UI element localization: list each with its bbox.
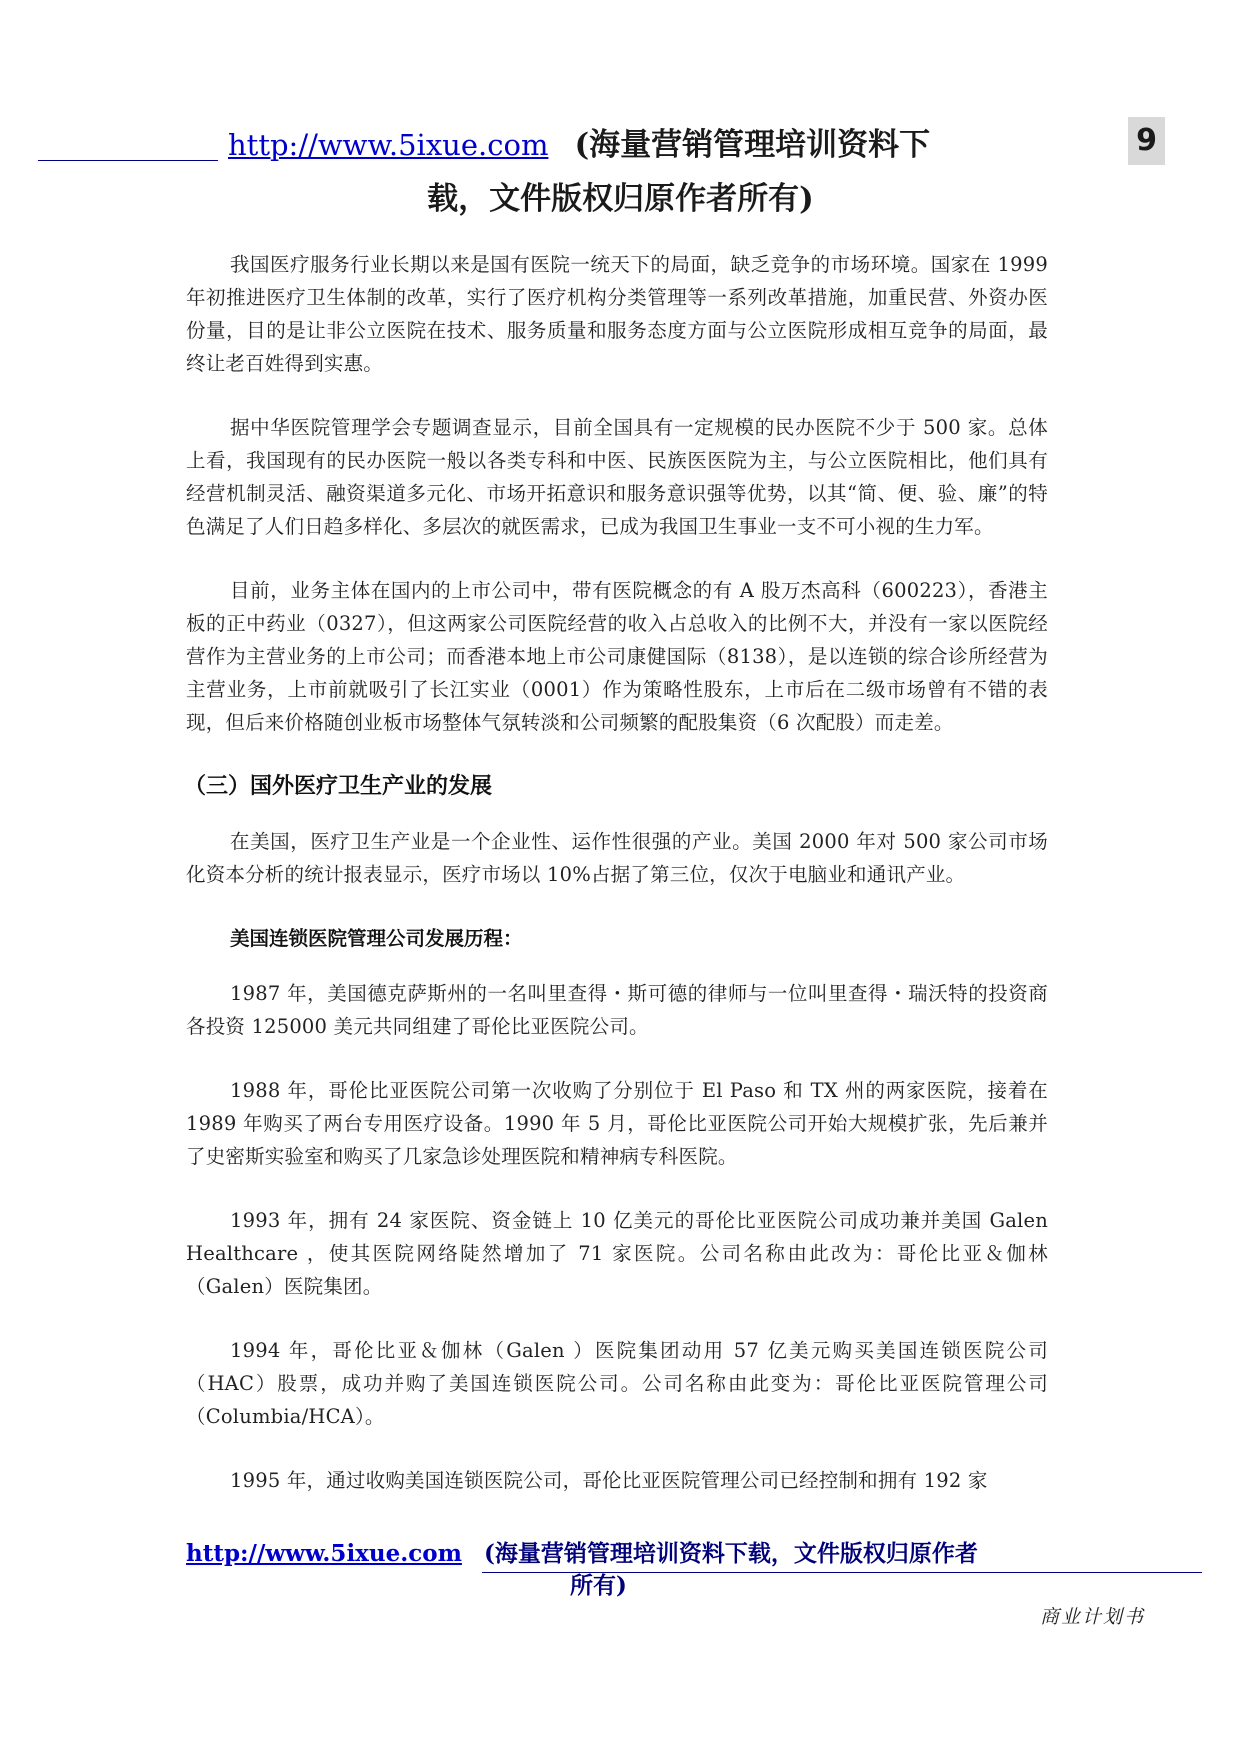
paragraph-5: 1987 年，美国德克萨斯州的一名叫里查得・斯可德的律师与一位叫里查得・瑞沃特的投资商各投资 125000 美元共同组建了哥伦比亚医院公司。 [186, 982, 1048, 1038]
paragraph-9: 1995 年，通过收购美国连锁医院公司，哥伦比亚医院管理公司已经控制和拥有 192 家 [230, 1469, 988, 1492]
paragraph-1: 我国医疗服务行业长期以来是国有医院一统天下的局面，缺乏竞争的市场环境。国家在 1999 年初推进医疗卫生体制的改革，实行了医疗机构分类管理等一系列改革措施，加重民营、外资办医份量，目的是让非公立医院在技术、服务质量和服务态度方面与公立医院形成相互竞争的局面，最终让老百姓得到实惠。 [186, 253, 1048, 375]
section-heading: （三）国外医疗卫生产业的发展 [184, 773, 493, 799]
footer-note-line2: 所有) [570, 1572, 627, 1599]
header-url-link[interactable]: http://www.5ixue.com [228, 128, 549, 162]
header-note-part1: (海量营销管理培训资料下 [574, 127, 931, 163]
document-body [186, 248, 1048, 1528]
paragraph-2: 据中华医院管理学会专题调查显示，目前全国具有一定规模的民办医院不少于 500 家。总体上看，我国现有的民办医院一般以各类专科和中医、民族医医院为主，与公立医院相比，他们具有经营机制灵活、融资渠道多元化、市场开拓意识和服务意识强等优势，以其“简、便、验、廉”的特色满足了人们日趋多样化、多层次的就医需求，已成为我国卫生事业一支不可小视的生力军。 [186, 416, 1048, 538]
header-note-part2: 载，文件版权归原作者所有) [427, 181, 814, 217]
paragraph-3: 目前，业务主体在国内的上市公司中，带有医院概念的有 A 股万杰高科（600223），香港主板的正中药业（0327），但这两家公司医院经营的收入占总收入的比例不大，并没有一家以医院经营作为主营业务的上市公司；而香港本地上市公司康健国际（8138），是以连锁的综合诊所经营为主营业务，上市前就吸引了长江实业（0001）作为策略性股东，上市后在二级市场曾有不错的表现，但后来价格随创业板市场整体气氛转淡和公司频繁的配股集资（6 次配股）而走差。 [186, 579, 1048, 734]
paragraph-7: 1993 年，拥有 24 家医院、资金链上 10 亿美元的哥伦比亚医院公司成功兼并美国 Galen Healthcare ，使其医院网络陡然增加了 71 家医院。公司名称由此改为：哥伦比亚＆伽林（Galen）医院集团。 [186, 1209, 1048, 1298]
header-rule [38, 160, 218, 161]
footer-url-link[interactable]: http://www.5ixue.com [186, 1540, 462, 1567]
footer-caption: 商业计划书 [1040, 1606, 1146, 1628]
header-line1 [228, 124, 1028, 166]
paragraph-8: 1994 年，哥伦比亚＆伽林（Galen ）医院集团动用 57 亿美元购买美国连锁医院公司（HAC）股票，成功并购了美国连锁医院公司。公司名称由此变为：哥伦比亚医院管理公司（Columbia/HCA）。 [186, 1339, 1048, 1428]
paragraph-4: 在美国，医疗卫生产业是一个企业性、运作性很强的产业。美国 2000 年对 500 家公司市场化资本分析的统计报表显示，医疗市场以 10%占据了第三位，仅次于电脑业和通讯产业。 [186, 830, 1048, 886]
footer-line1 [186, 1538, 1086, 1570]
paragraph-6: 1988 年，哥伦比亚医院公司第一次收购了分别位于 El Paso 和 TX 州的两家医院，接着在 1989 年购买了两台专用医疗设备。1990 年 5 月，哥伦比亚医院公司开始大规模扩张，先后兼并了史密斯实验室和购买了几家急诊处理医院和精神病专科医院。 [186, 1079, 1048, 1168]
footer-note-line1: (海量营销管理培训资料下载，文件版权归原作者 [483, 1540, 978, 1567]
sub-heading: 美国连锁医院管理公司发展历程： [230, 927, 523, 950]
page-number: 9 [1128, 117, 1165, 165]
